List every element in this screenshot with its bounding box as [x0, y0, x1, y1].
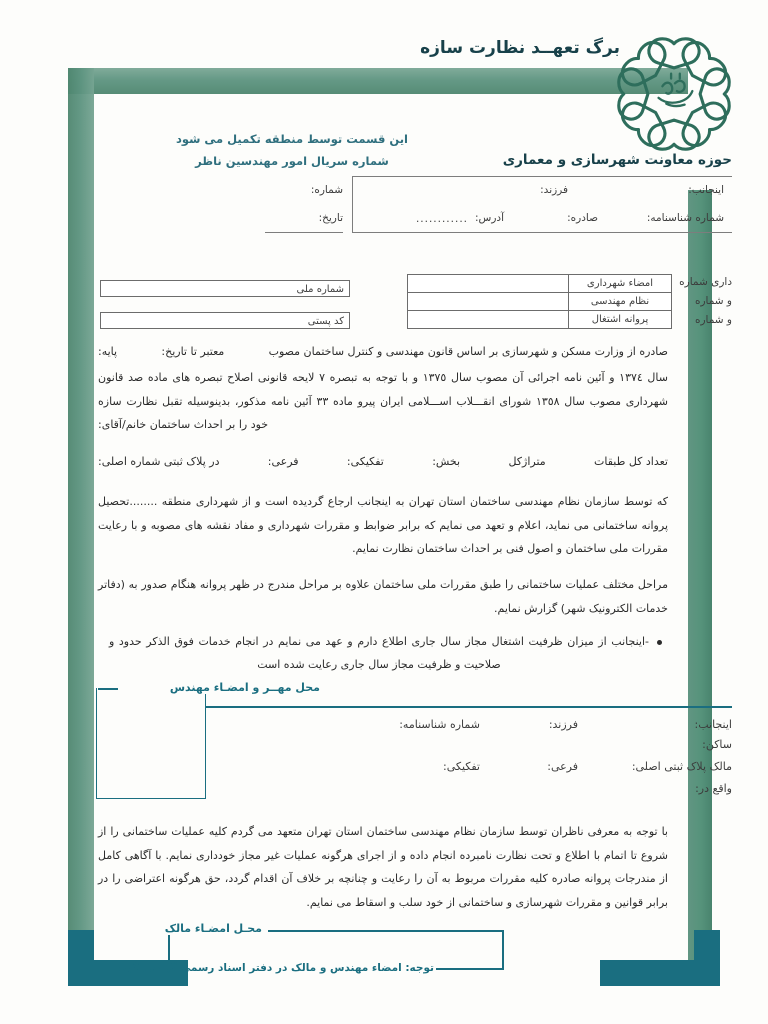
frame-band-left: [68, 68, 94, 968]
address-label: آدرس:: [474, 212, 504, 224]
owner-box-bottom-edge: [108, 983, 170, 985]
postal-code-label: کد پستی: [307, 316, 344, 327]
grade-row: [98, 345, 668, 358]
frame-corner-bottom-left: [68, 930, 188, 986]
owner-sub-plate-label: فرعی:: [547, 760, 578, 773]
permit-label-1: نظام مهندسی: [569, 293, 672, 311]
main-plate-label: در پلاک ثبتی شماره اصلی:: [98, 455, 220, 468]
table-row: [408, 311, 672, 329]
page-title: برگ تعهــد نظارت سازه: [420, 38, 620, 58]
capacity-bullet-item: [102, 630, 662, 676]
permit-label-2: پروانه اشتغال: [569, 311, 672, 329]
national-id-label: شماره ملی: [296, 284, 344, 295]
birth-certificate-label: شماره شناسنامه:: [646, 212, 724, 224]
permit-side-label-0: داری شماره: [679, 276, 732, 288]
permit-number-table: [407, 274, 672, 329]
frame-corner-bottom-right: [600, 930, 720, 986]
permit-side-labels: [679, 273, 732, 330]
owner-box-bottom-right-stub: [436, 968, 504, 970]
table-row: [408, 293, 672, 311]
permit-value-2[interactable]: [408, 311, 569, 329]
issued-label: صادره:: [567, 212, 598, 224]
permit-side-label-1: و شماره: [694, 295, 732, 307]
owner-resident-label: ساکن:: [702, 738, 732, 751]
reporting-paragraph: مراحل مختلف عملیات ساختمانی را طبق مقررات ملی ساختمان علاوه بر مراحل مندرج در ظهر پروانه هنگام صدور به (دفاتر خدمات الکترونیک شهر) گزارش نمایم.: [98, 578, 668, 615]
capacity-bullet-text: -اینجانب از میزان ظرفیت اشتغال مجاز سال جاری اطلاع دارم و عهد می نمایم در انجام خدمات فوق الذکر حدود و صلاحیت و ظرفیت مجاز سال جاری رعایت شده است: [109, 635, 649, 672]
date-label: تاریخ:: [318, 212, 343, 224]
permit-value-0[interactable]: [408, 275, 569, 293]
national-id-field[interactable]: [100, 280, 350, 297]
owner-located-label: واقع در:: [695, 782, 732, 795]
footer-note: توجه: امضاء مهندس و مالک در دفتر اسناد رسمی گواهی گردد: [115, 962, 434, 974]
identity-rule-top: [352, 176, 732, 177]
engineer-signature-box[interactable]: [96, 688, 206, 799]
sub-plate-label: فرعی:: [267, 455, 299, 468]
split-plate-label: تفکیکی:: [346, 455, 384, 468]
owner-split-plate-label: تفکیکی:: [443, 760, 480, 773]
postal-code-field[interactable]: [100, 312, 350, 329]
address-dots: ............: [415, 213, 468, 225]
table-row: [408, 275, 672, 293]
permit-label-0: امضاء شهرداری: [569, 275, 672, 293]
region-fill-note: [176, 128, 408, 173]
number-date-rule: [265, 232, 343, 233]
permit-side-label-2: و شماره: [694, 314, 732, 326]
permit-value-1[interactable]: [408, 293, 569, 311]
owner-plate-label: مالک پلاک ثبتی اصلی:: [631, 760, 732, 773]
owner-undertaking-paragraph: با توجه به معرفی ناظران توسط سازمان نظام مهندسی ساختمان استان تهران متعهد می گردم کلیه عملیات ساختمانی را از شروع تا اتمام با اطلاع و تحت نظارت نامبرده انجام داده و از اجرای هرگونه عملیات غیر مجاز خودداری نمایم. با آگاهی کامل از مندرجات پروانه صادره کلیه مقررات مربوط به آن را رعایت و چنانچه بر خلاف آن اقدام گردد، حق هرگونه اعتراضی را در برابر قوانین و مقررات شهرسازی و ساختمانی از خود سلب و اسقاط می نمایم.: [98, 825, 668, 909]
engineer-section-rule: [206, 706, 732, 708]
applicant-label: اینجانب:: [688, 184, 724, 196]
owner-father-label: فرزند:: [548, 718, 578, 731]
referral-paragraph: که توسط سازمان نظام مهندسی ساختمان استان تهران به اینجانب ارجاع گردیده است و از شهرداری منطقه ........تحصیل پروانه ساختمانی می نماید، اعلام و تعهد می نمایم که برابر ضوابط و مقررات شهرداری و مفاد نقشه های مصوبه و با رعایت مقررات ملی ساختمان و اصول فنی بر احداث ساختمان نظارت نمایم.: [98, 495, 668, 556]
grade-label: پایه:: [98, 345, 118, 358]
tehran-municipality-logo: [616, 36, 732, 152]
district-label: بخش:: [432, 455, 461, 468]
identity-divider: [352, 176, 353, 233]
total-area-label: متراژکل: [508, 455, 546, 468]
region-note-line-1: این قسمت توسط منطقه تکمیل می شود: [175, 132, 408, 146]
legal-basis-paragraph: سال ١٣٧٤ و آئین نامه اجرائی آن مصوب سال ١٣٧٥ و با توجه به تبصره ٧ لایحه قانونی اصلاح تبصره های ماده صد قانون شهرداری مصوب سال ١٣٥٨ شورای انقـــلاب اســـلامی ایران پیرو ماده ٣٣ آئین نامه مذکور، بدینوسیله تقبل نظارت سازه خود را بر احداث ساختمان خانم/آقای:: [98, 371, 668, 432]
identity-rule-bottom: [352, 232, 732, 233]
owner-signature-label: محـل امضـاء مالک: [159, 922, 268, 935]
bullet-dot-icon: [657, 640, 662, 645]
owner-box-left-edge: [168, 930, 170, 985]
engineer-signature-label: محل مهــر و امضـاء مهندس: [164, 681, 326, 694]
issued-by-text: صادره از وزارت مسکن و شهرسازی بر اساس قانون مهندسی و کنترل ساختمان مصوب: [268, 345, 668, 358]
owner-birth-certificate-label: شماره شناسنامه:: [399, 718, 480, 731]
floors-label: تعداد کل طبقات: [593, 455, 668, 468]
engineer-box-top-right-stub: [98, 688, 118, 690]
frame-band-top: [68, 68, 688, 94]
owner-applicant-label: اینجانب:: [694, 718, 732, 731]
plate-row: [98, 455, 668, 468]
valid-until-label: معتبر تا تاریخ:: [161, 345, 225, 358]
department-title: حوزه معاونت شهرسازی و معماری: [502, 152, 732, 168]
owner-box-right-edge: [502, 930, 504, 968]
number-label: شماره:: [310, 184, 343, 196]
father-label: فرزند:: [540, 184, 568, 196]
region-note-line-2: شماره سریال امور مهندسین ناظر: [195, 154, 389, 169]
